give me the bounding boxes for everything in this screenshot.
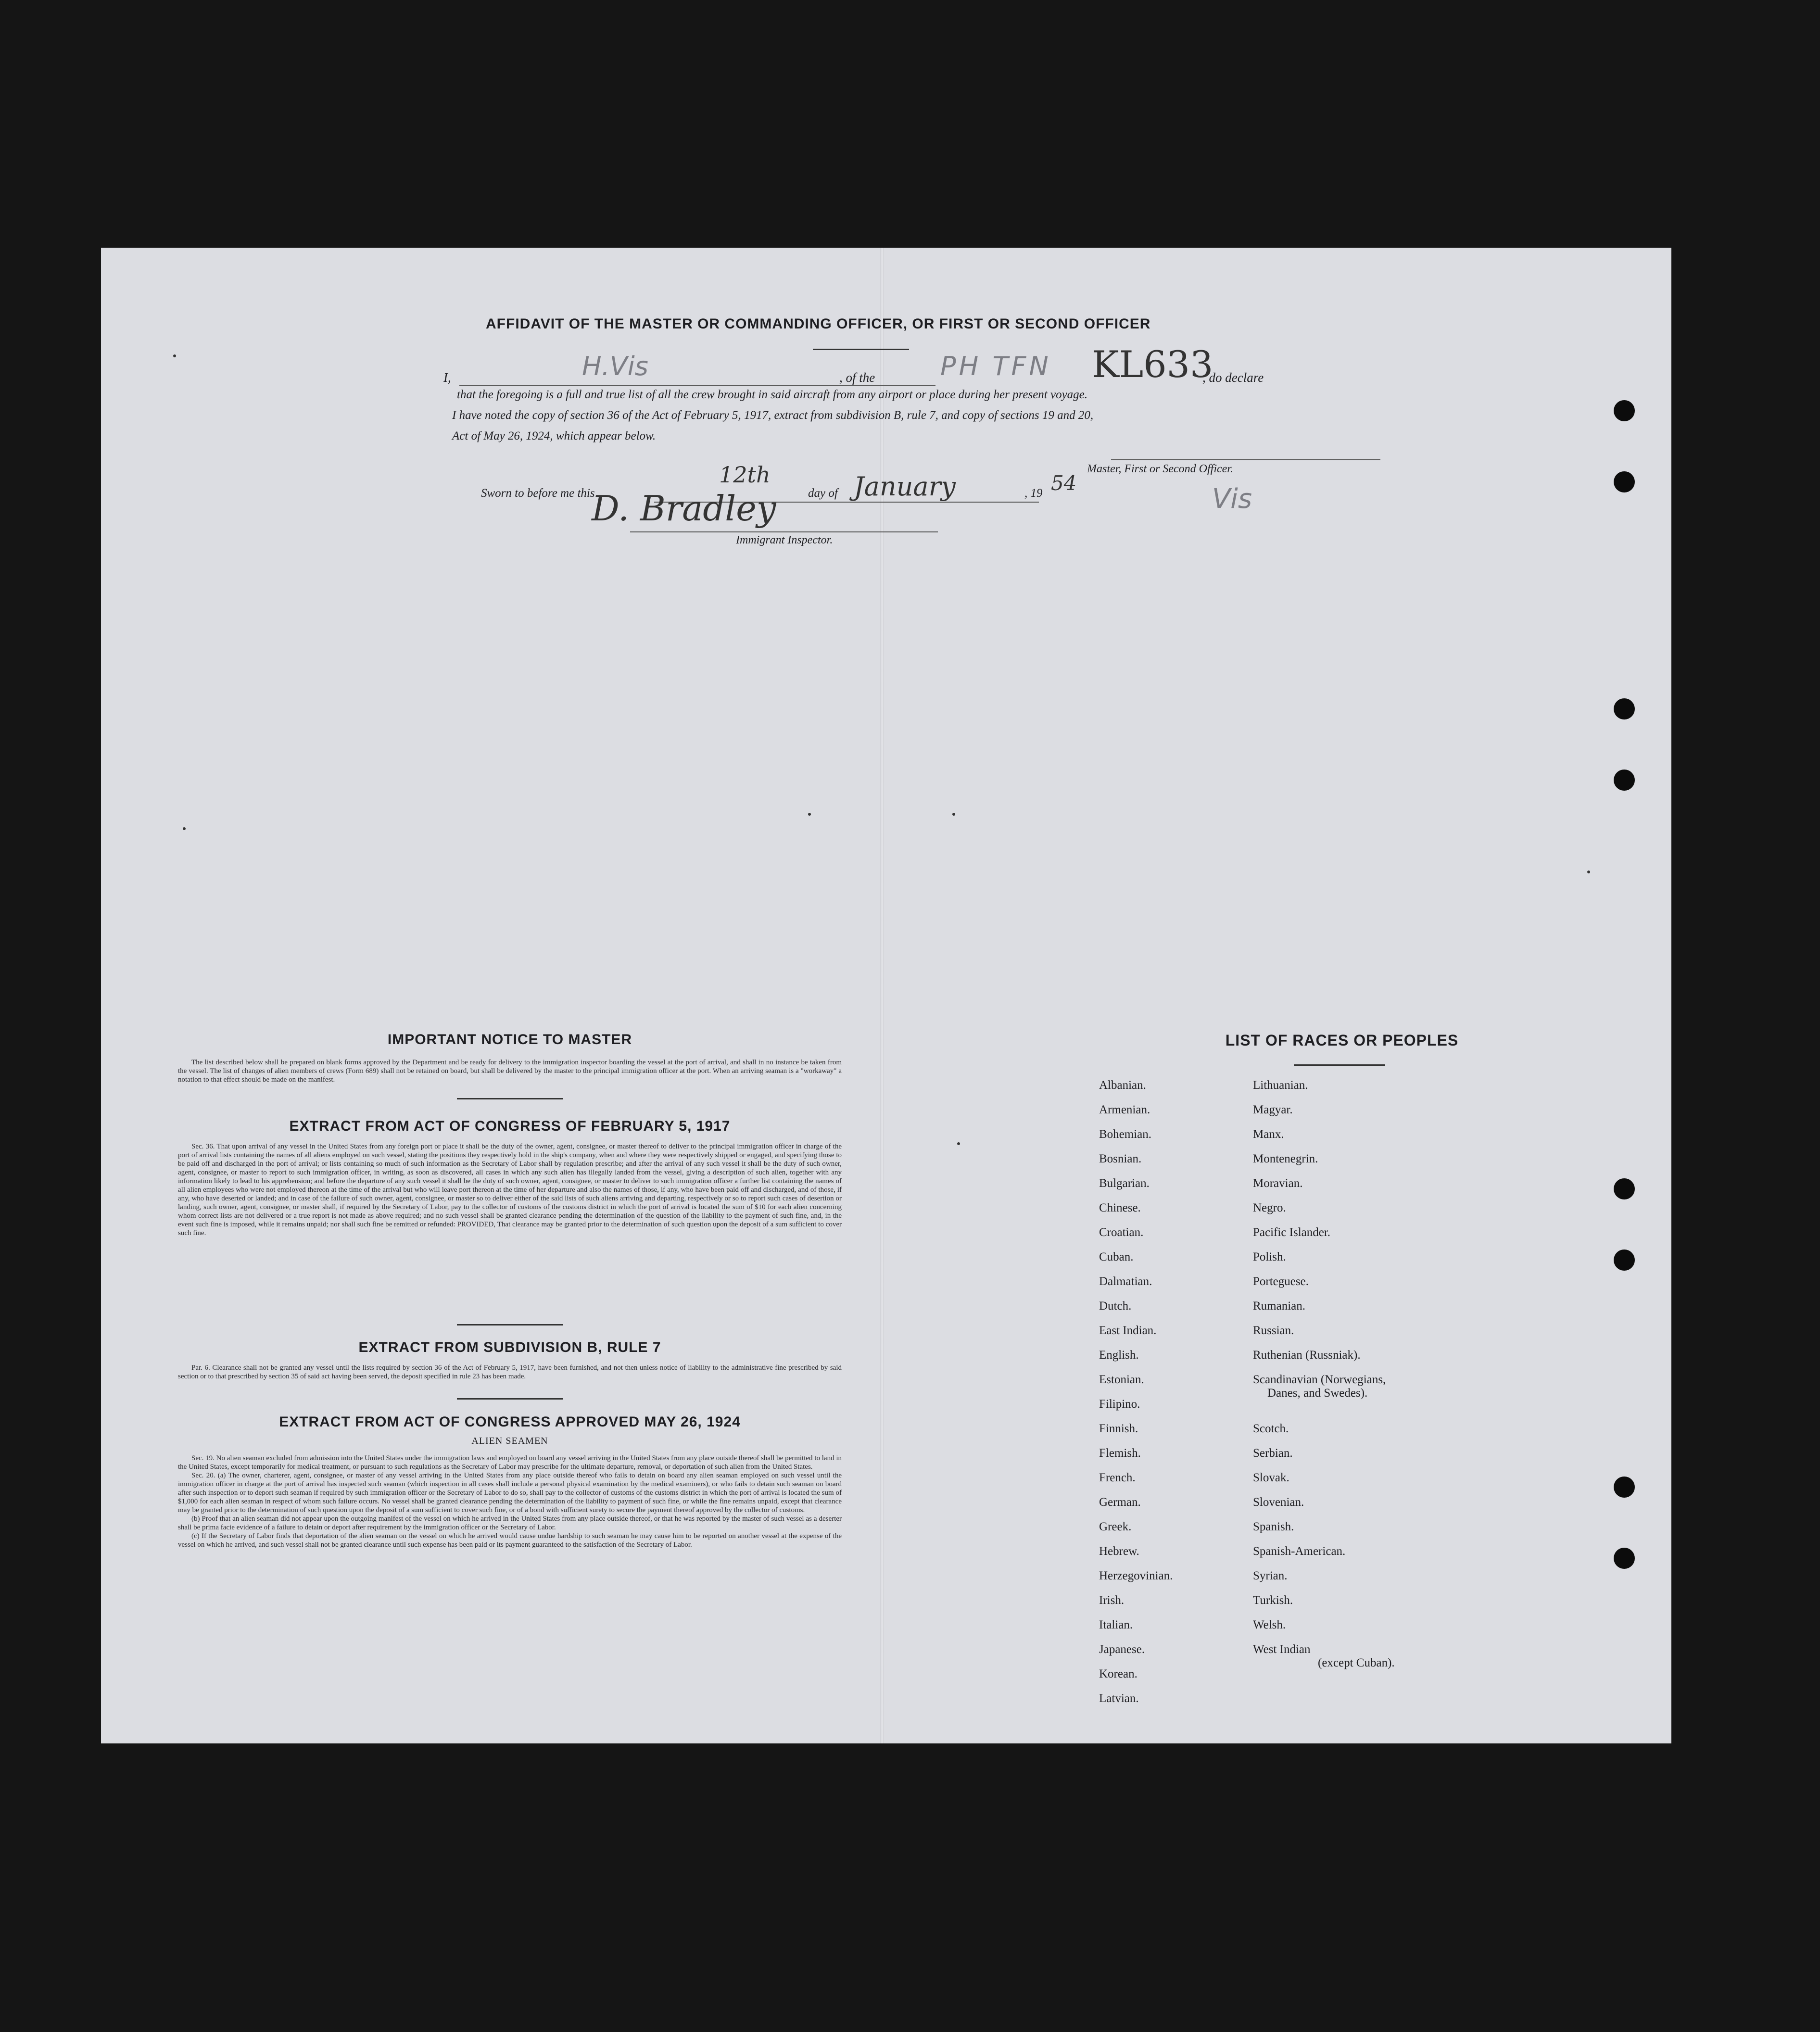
race-left-2: Armenian. [1099, 1103, 1150, 1116]
section-20b-paragraph: (b) Proof that an alien seaman did not appear upon the outgoing manifest of the vessel on which he arrived in the United States from any place outside thereof, or that he was reported by the master of such vessel as a deserter shall be prima facie evidence of a failure to detain or deport after requirement by the immigration officer or the Secretary of Labor. [178, 1515, 842, 1531]
race-right-6: Negro. [1253, 1201, 1286, 1214]
extract-1917-title: EXTRACT FROM ACT OF CONGRESS OF FEBRUARY 5, 1917 [289, 1118, 731, 1134]
race-right-23: West Indian [1253, 1643, 1311, 1656]
race-left-23: Italian. [1099, 1618, 1133, 1631]
paper-speck [1587, 871, 1590, 873]
punch-hole [1614, 770, 1635, 791]
race-left-11: East Indian. [1099, 1324, 1157, 1337]
extract-1924-text [178, 1454, 842, 1549]
vessel-name: PH TFN [940, 351, 1051, 381]
race-right-10: Rumanian. [1253, 1300, 1306, 1313]
race-left-5: Bulgarian. [1099, 1177, 1150, 1190]
punch-hole [1614, 471, 1635, 492]
punch-hole [1614, 1249, 1635, 1271]
punch-hole [1614, 400, 1635, 421]
race-right-13-cont: Danes, and Swedes). [1267, 1387, 1368, 1400]
declarant-prefix: I, [443, 370, 451, 385]
race-right-7: Pacific Islander. [1253, 1226, 1331, 1239]
year-suffix: 54 [1051, 471, 1077, 495]
day-of-label: day of [808, 487, 838, 500]
race-right-14: Scotch. [1253, 1422, 1289, 1435]
alien-seamen-subtitle: ALIEN SEAMEN [471, 1436, 548, 1446]
race-right-18: Spanish. [1253, 1520, 1294, 1533]
race-right-11: Russian. [1253, 1324, 1294, 1337]
race-left-13: Estonian. [1099, 1373, 1144, 1386]
race-right-12: Ruthenian (Russniak). [1253, 1349, 1361, 1362]
extract-1924-title: EXTRACT FROM ACT OF CONGRESS APPROVED MAY 26, 1924 [279, 1414, 741, 1430]
inspector-line [630, 531, 938, 532]
race-left-14: Filipino. [1099, 1398, 1140, 1411]
extract-1917-divider [457, 1324, 563, 1325]
statement-line-1: that the foregoing is a full and true list of all the crew brought in said aircraft from any airport or place during her present voyage. [457, 388, 1088, 401]
race-left-19: Greek. [1099, 1520, 1132, 1533]
master-signature: Vis [1212, 483, 1252, 515]
race-left-16: Flemish. [1099, 1447, 1141, 1460]
race-left-7: Croatian. [1099, 1226, 1144, 1239]
day-number: 12th [719, 462, 771, 488]
master-caption: Master, First or Second Officer. [1087, 463, 1233, 475]
notice-title: IMPORTANT NOTICE TO MASTER [387, 1032, 632, 1048]
paper-speck [173, 354, 176, 357]
notice-divider [457, 1098, 563, 1099]
year-prefix: , 19 [1024, 487, 1043, 500]
title-divider [813, 349, 909, 350]
race-right-21: Turkish. [1253, 1594, 1293, 1607]
document-page [101, 248, 1671, 1743]
race-right-8: Polish. [1253, 1250, 1286, 1263]
race-right-1: Lithuanian. [1253, 1079, 1308, 1092]
race-right-13: Scandinavian (Norwegians, [1253, 1373, 1386, 1386]
race-left-21: Herzegovinian. [1099, 1569, 1173, 1582]
race-right-5: Moravian. [1253, 1177, 1303, 1190]
punch-hole [1614, 698, 1635, 719]
extract-1917-text [178, 1142, 842, 1237]
paper-speck [957, 1142, 960, 1145]
race-left-17: French. [1099, 1471, 1136, 1484]
section-20a-paragraph: Sec. 20. (a) The owner, charterer, agent, consignee, or master of any vessel arriving in the United States from any place outside thereof who fails to detain on board any alien seaman employed on such vessel until the immigration officer in charge at the port of arrival has inspected such seaman (which inspection in all cases shall include a personal physical examination by the medical examiners), or who fails to detain such seaman on board after such inspection or to deport such seaman if required by such immigration officer or the Secretary of Labor to do so, shall pay to the collector of customs of the customs district in which the port of arrival is located the sum of $1,000 for each alien seaman in respect of whom such failure occurs. No vessel shall be granted clearance pending the determination of the liability to payment of such fine, or while the fine remains unpaid, except that clearance may be granted prior to the determination of such question upon the deposit of a sum sufficient to cover such fine, or of a bond with sufficient surety to secure the payment thereof approved by the collector of customs. [178, 1472, 842, 1514]
flight-number: KL633 [1092, 343, 1213, 386]
punch-hole [1614, 1178, 1635, 1199]
race-right-23-cont: (except Cuban). [1318, 1656, 1395, 1669]
race-right-4: Montenegrin. [1253, 1152, 1318, 1165]
statement-line-2: I have noted the copy of section 36 of the Act of February 5, 1917, extract from subdivision B, rule 7, and copy of sections 19 and 20, [452, 409, 1094, 422]
rule-7-divider [457, 1398, 563, 1400]
race-right-9: Porteguese. [1253, 1275, 1309, 1288]
notice-text [178, 1058, 842, 1084]
race-left-22: Irish. [1099, 1594, 1125, 1607]
paper-speck [952, 813, 955, 816]
month: January [854, 471, 956, 502]
race-right-16: Slovak. [1253, 1471, 1289, 1484]
race-right-3: Manx. [1253, 1128, 1284, 1141]
race-left-3: Bohemian. [1099, 1128, 1152, 1141]
rule-7-paragraph: Par. 6. Clearance shall not be granted any vessel until the lists required by section 36 of the Act of February 5, 1917, have been furnished, and not then unless notice of liability to the administrative fine prescribed by said section or to that prescribed by section 35 of said act having been served, the deposit specified in rule 23 has been made. [178, 1364, 842, 1380]
race-left-20: Hebrew. [1099, 1545, 1139, 1558]
rule-7-text [178, 1363, 842, 1381]
race-right-19: Spanish-American. [1253, 1545, 1346, 1558]
punch-hole [1614, 1548, 1635, 1569]
notice-paragraph: The list described below shall be prepared on blank forms approved by the Department and be ready for delivery to the immigration inspector boarding the vessel at the port of arrival, and shall in no instance be taken from the vessel. The list of changes of alien members of crews (Form 689) shall not be retained on board, but shall be delivered by the master to the principal immigration officer at the port. When an arriving seaman is a "workaway" a notation to that effect should be made on the manifest. [178, 1059, 842, 1084]
race-left-10: Dutch. [1099, 1300, 1132, 1313]
race-left-24: Japanese. [1099, 1643, 1145, 1656]
master-signature-line [1111, 459, 1380, 460]
paper-speck [808, 813, 811, 816]
race-left-25: Korean. [1099, 1667, 1138, 1680]
race-right-22: Welsh. [1253, 1618, 1286, 1631]
inspector-caption: Immigrant Inspector. [736, 534, 833, 546]
race-right-17: Slovenian. [1253, 1496, 1304, 1509]
races-divider [1294, 1064, 1385, 1066]
race-left-15: Finnish. [1099, 1422, 1138, 1435]
race-left-26: Latvian. [1099, 1692, 1139, 1705]
race-right-15: Serbian. [1253, 1447, 1293, 1460]
of-the-label: , of the [839, 370, 875, 385]
affidavit-title: AFFIDAVIT OF THE MASTER OR COMMANDING OFFICER, OR FIRST OR SECOND OFFICER [486, 316, 1151, 332]
rule-7-title: EXTRACT FROM SUBDIVISION B, RULE 7 [358, 1339, 661, 1355]
race-left-6: Chinese. [1099, 1201, 1141, 1214]
paper-speck [183, 827, 186, 830]
race-left-9: Dalmatian. [1099, 1275, 1152, 1288]
inspector-signature: D. Bradley [592, 488, 776, 529]
section-19-paragraph: Sec. 19. No alien seaman excluded from admission into the United States under the immigration laws and employed on board any vessel arriving in the United States from any place outside thereof shall be permitted to land in the United States, except temporarily for medical treatment, or pursuant to such regulations as the Secretary of Labor may prescribe for the ultimate departure, removal, or deportation of such alien from the United States. [178, 1454, 842, 1471]
declarant-name: H.Vis [582, 351, 648, 381]
statement-line-3: Act of May 26, 1924, which appear below. [452, 429, 656, 442]
race-left-1: Albanian. [1099, 1079, 1146, 1092]
section-20c-paragraph: (c) If the Secretary of Labor finds that deportation of the alien seaman on the vessel on which he arrived would cause undue hardship to such seaman he may cause him to be reported on another vessel at the expense of the vessel on which he arrived, and such vessel shall not be granted clearance until such expense has been paid or its payment guaranteed to the satisfaction of the Secretary of Labor. [178, 1532, 842, 1549]
race-left-18: German. [1099, 1496, 1141, 1509]
race-right-2: Magyar. [1253, 1103, 1293, 1116]
race-left-12: English. [1099, 1349, 1139, 1362]
race-left-8: Cuban. [1099, 1250, 1134, 1263]
races-title: LIST OF RACES OR PEOPLES [1225, 1032, 1459, 1049]
do-declare-label: , do declare [1202, 370, 1264, 385]
race-left-4: Bosnian. [1099, 1152, 1142, 1165]
section-36-paragraph: Sec. 36. That upon arrival of any vessel in the United States from any foreign port or place it shall be the duty of the owner, agent, consignee, or master thereof to deliver to the principal immigration officer in charge of the port of arrival lists containing the names of all aliens employed on such vessel, stating the positions they respectively hold in the ship's company, when and where they were respectively shipped or engaged, and specifying those to be paid off and discharged in the port of arrival; or lists containing so much of such information as the Secretary of Labor shall by regulation prescribe; and after the arrival of any such vessel it shall be the duty of such owner, agent, consignee, or master to report to such immigration officer, in writing, as soon as discovered, all cases in which any such alien has illegally landed from the vessel, giving a description of such alien, together with any information likely to lead to his apprehension; and before the departure of any such vessel it shall be the duty of such owner, agent, consignee, or master to deliver to such immigration officer a further list containing the names of all alien employees who were not employed thereon at the time of the arrival but who will leave port thereon at the time of her departure and also the names of those, if any, who have been paid off and discharged, and of those, if any, who have deserted or landed; and in case of the failure of such owner, agent, consignee, or master so to deliver either of the said lists of such aliens arriving and departing, respectively or so to report such cases of desertion or landing, such owner, agent, consignee, or master shall, if required by the Secretary of Labor, pay to the collector of customs of the customs district in which the port of arrival is located the sum of $10 for each alien concerning whom correct lists are not delivered or a true report is not made as above required; and no such vessel shall be granted clearance pending the determination of the question of the liability to the payment of such fine, and, in the event such fine is imposed, while it remains unpaid; nor shall such fine be remitted or refunded: PROVIDED, That clearance may be granted prior to the determination of such question upon the deposit of a sum sufficient to cover such fine. [178, 1143, 842, 1237]
race-right-20: Syrian. [1253, 1569, 1288, 1582]
sworn-prefix: Sworn to before me this [481, 487, 595, 500]
punch-hole [1614, 1477, 1635, 1498]
